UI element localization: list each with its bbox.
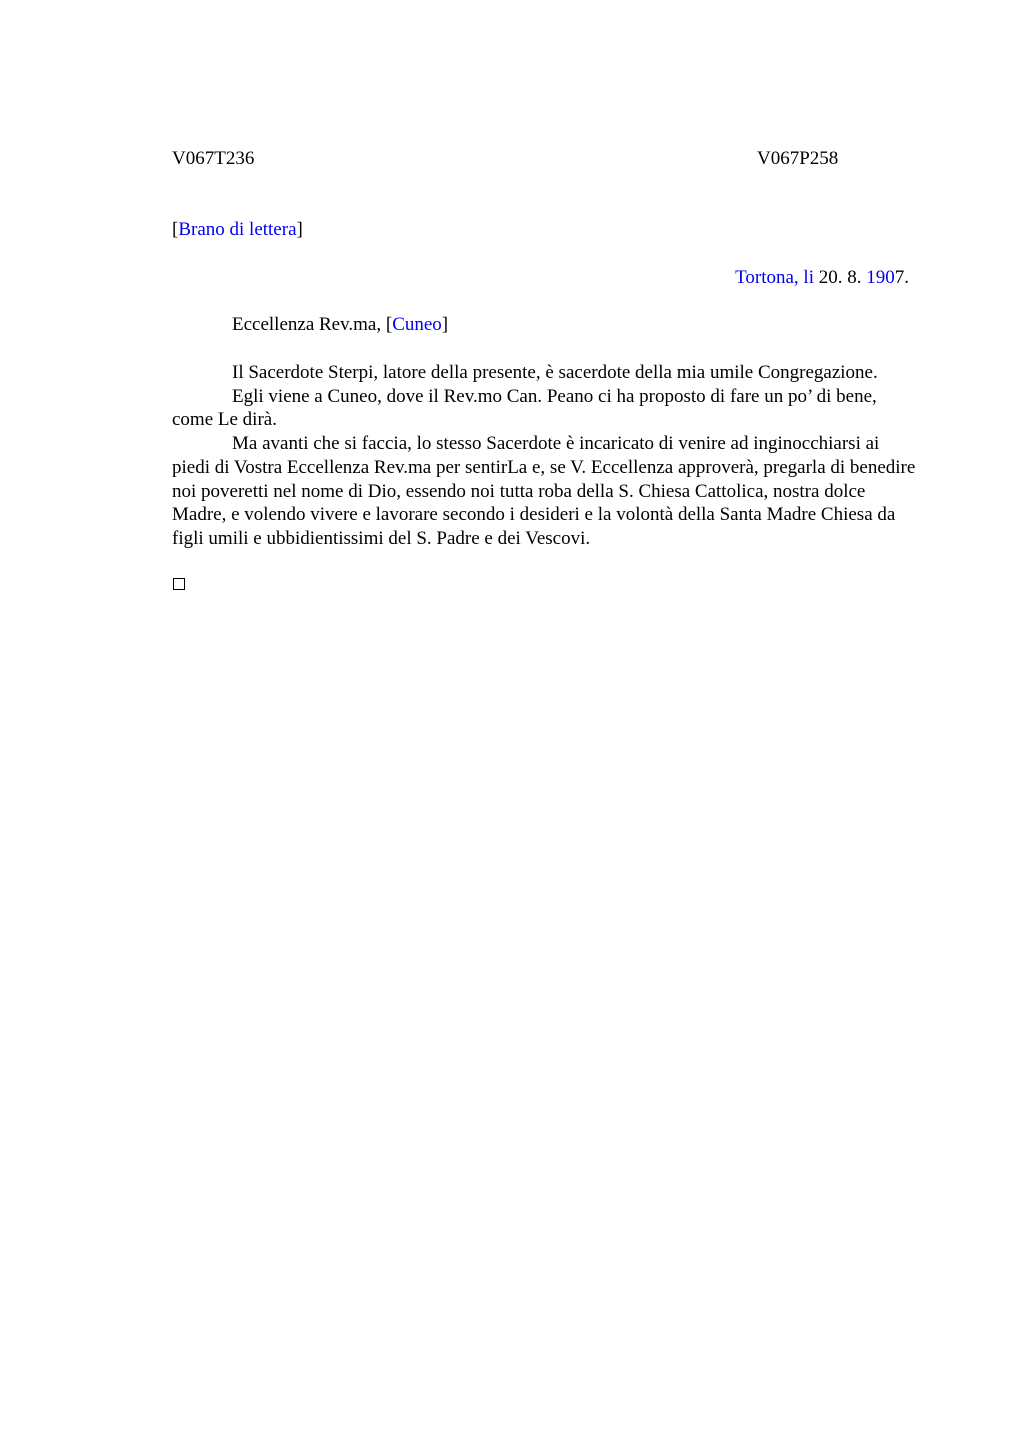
body-paragraph-2: Egli viene a Cuneo, dove il Rev.mo Can. Peano ci ha proposto di fare un po’ di bene, come Le dirà.: [172, 385, 877, 431]
dateline-day-month: 20. 8.: [814, 267, 867, 288]
salutation-place: Cuneo: [392, 314, 442, 335]
heading-open-bracket: [: [172, 219, 179, 240]
letter-salutation: [232, 313, 448, 337]
letter-heading: [172, 218, 303, 242]
salutation-text: Eccellenza Rev.ma,: [232, 314, 386, 335]
heading-text: Brano di lettera: [178, 219, 297, 240]
document-code-left: V067T236: [172, 148, 255, 169]
letter-dateline: [735, 266, 909, 290]
dateline-period: .: [904, 267, 909, 288]
document-code-right: V067P258: [757, 148, 839, 169]
salutation-open-bracket: [: [385, 314, 393, 335]
dateline-place: Tortona, li: [735, 267, 814, 288]
square-outline-icon: [173, 578, 185, 590]
body-paragraph-1: Il Sacerdote Sterpi, latore della presente, è sacerdote della mia umile Congregazione.: [232, 362, 878, 383]
salutation-close-bracket: ]: [441, 314, 449, 335]
heading-close-bracket: ]: [296, 219, 303, 240]
dateline-year-suffix: 7: [894, 267, 905, 288]
dateline-year-prefix: 190: [866, 267, 895, 288]
letter-body: [172, 361, 920, 551]
body-paragraph-3: Ma avanti che si faccia, lo stesso Sacerdote è incaricato di venire ad inginocchiarsi ai piedi di Vostra Eccellenza Rev.ma per sentirLa e, se V. Eccellenza approverà, pregarla di benedire noi poveretti nel nome di Dio, essendo noi tutta roba della S. Chiesa Cattolica, nostra dolce Madre, e volendo vivere e lavorare secondo i desideri e la volontà della Santa Madre Chiesa da figli umili e ubbidientissimi del S. Padre e dei Vescovi.: [172, 433, 916, 549]
